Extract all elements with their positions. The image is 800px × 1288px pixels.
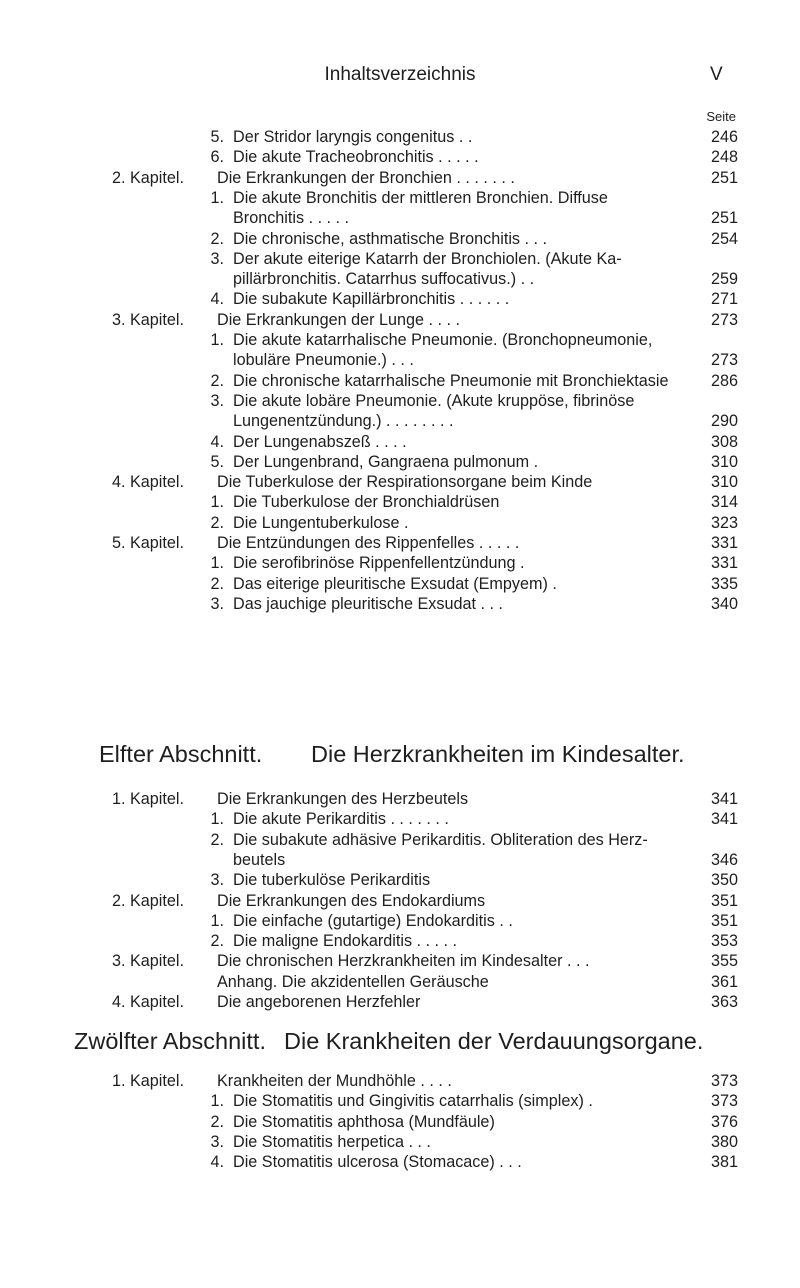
entry-number: 4. bbox=[210, 432, 224, 451]
entry-title: Die chronische katarrhalische Pneumonie mit Bronchiektasie bbox=[233, 371, 669, 390]
toc-entry bbox=[0, 208, 800, 228]
entry-number: 1. bbox=[210, 554, 224, 573]
toc-entry bbox=[0, 452, 800, 472]
entry-page: 373 bbox=[710, 1092, 738, 1111]
entry-title: Anhang. Die akzidentellen Geräusche bbox=[217, 972, 489, 991]
entry-number: 3. bbox=[210, 1132, 224, 1151]
entry-number: 6. bbox=[210, 148, 224, 167]
entry-page: 351 bbox=[710, 891, 738, 910]
entry-number: 2. bbox=[210, 229, 224, 248]
entry-page: 273 bbox=[710, 310, 738, 329]
entry-page: 353 bbox=[710, 932, 738, 951]
chapter-label: 2. Kapitel. bbox=[112, 168, 184, 187]
entry-title: Die angeborenen Herzfehler bbox=[217, 993, 421, 1011]
entry-number: 3. bbox=[210, 871, 224, 890]
entry-title: Der akute eiterige Katarrh der Bronchiolen. (Akute Ka- bbox=[233, 249, 622, 268]
entry-page: 286 bbox=[710, 371, 738, 390]
entry-title: Die Stomatitis aphthosa (Mundfäule) bbox=[233, 1112, 495, 1131]
entry-title: Die Stomatitis herpetica . . . bbox=[233, 1132, 431, 1151]
toc-entry bbox=[0, 391, 800, 411]
toc-entry bbox=[0, 147, 800, 167]
toc-entry bbox=[0, 188, 800, 208]
entry-number: 3. bbox=[210, 249, 224, 268]
entry-page: 251 bbox=[710, 209, 738, 228]
entry-page: 380 bbox=[710, 1132, 738, 1151]
entry-number: 2. bbox=[210, 574, 224, 593]
toc-entry bbox=[0, 931, 800, 951]
entry-page: 290 bbox=[710, 412, 738, 431]
entry-title: Krankheiten der Mundhöhle . . . . bbox=[217, 1072, 452, 1090]
toc-entry bbox=[0, 594, 800, 614]
chapter-label: 1. Kapitel. bbox=[112, 790, 184, 808]
entry-title: Die tuberkulöse Perikarditis bbox=[233, 871, 431, 890]
toc-entry bbox=[0, 1152, 800, 1172]
toc-entry bbox=[0, 513, 800, 533]
entry-title: Die chronische, asthmatische Bronchitis . . . bbox=[233, 229, 547, 248]
entry-title: Das jauchige pleuritische Exsudat . . . bbox=[233, 594, 503, 613]
toc-entry bbox=[0, 492, 800, 512]
entry-page: 310 bbox=[710, 473, 738, 492]
entry-page: 341 bbox=[710, 790, 738, 808]
toc-entry bbox=[0, 1112, 800, 1132]
entry-title: Die akute Bronchitis der mittleren Bronchien. Diffuse bbox=[233, 188, 608, 207]
entry-title: Die einfache (gutartige) Endokarditis . . bbox=[233, 911, 513, 930]
entry-number: 2. bbox=[210, 830, 224, 849]
entry-number: 2. bbox=[210, 371, 224, 390]
entry-title: Die akute katarrhalische Pneumonie. (Bronchopneumonie, bbox=[233, 331, 653, 349]
chapter-label: 5. Kapitel. bbox=[112, 534, 184, 552]
toc-entry bbox=[0, 229, 800, 249]
toc-entry bbox=[0, 911, 800, 931]
entry-page: 376 bbox=[710, 1112, 738, 1131]
entry-page: 361 bbox=[710, 972, 738, 991]
entry-title: Die subakute adhäsive Perikarditis. Obliteration des Herz- bbox=[233, 830, 648, 849]
toc-entry bbox=[0, 891, 800, 911]
entry-page: 331 bbox=[710, 534, 738, 552]
entry-title: Die subakute Kapillärbronchitis . . . . . . bbox=[233, 290, 510, 309]
entry-title: Der Lungenabszeß . . . . bbox=[233, 432, 407, 451]
entry-title: Die Erkrankungen der Lunge . . . . bbox=[217, 310, 460, 329]
toc-entry bbox=[0, 432, 800, 452]
chapter-label: 2. Kapitel. bbox=[112, 891, 184, 910]
entry-page: 273 bbox=[710, 351, 738, 370]
entry-page: 308 bbox=[710, 432, 738, 451]
entry-page: 246 bbox=[710, 128, 738, 146]
entry-page: 351 bbox=[710, 911, 738, 930]
entry-number: 1. bbox=[210, 493, 224, 512]
entry-number: 2. bbox=[210, 932, 224, 951]
entry-title: Die serofibrinöse Rippenfellentzündung . bbox=[233, 554, 525, 573]
entry-number: 1. bbox=[210, 1092, 224, 1111]
entry-page: 340 bbox=[710, 594, 738, 613]
entry-page: 373 bbox=[710, 1072, 738, 1090]
page-number: V bbox=[710, 64, 723, 85]
toc-entry bbox=[0, 350, 800, 370]
chapter-label: 3. Kapitel. bbox=[112, 952, 184, 971]
toc-entry bbox=[0, 972, 800, 992]
entry-number: 3. bbox=[210, 594, 224, 613]
section-label: Elfter Abschnitt. bbox=[99, 741, 263, 767]
toc-entry bbox=[0, 830, 800, 850]
entry-title: Die Erkrankungen der Bronchien . . . . . . . bbox=[217, 168, 515, 187]
toc-entry bbox=[0, 269, 800, 289]
entry-page: 248 bbox=[710, 148, 738, 167]
entry-title: Das eiterige pleuritische Exsudat (Empyem) . bbox=[233, 574, 557, 593]
entry-title: Bronchitis . . . . . bbox=[233, 209, 350, 228]
toc-entry bbox=[0, 330, 800, 350]
entry-title: Lungenentzündung.) . . . . . . . . bbox=[233, 412, 454, 431]
chapter-label: 1. Kapitel. bbox=[112, 1072, 184, 1090]
toc-entry bbox=[0, 574, 800, 594]
toc-entry bbox=[0, 411, 800, 431]
entry-title: beutels bbox=[233, 850, 286, 869]
entry-page: 259 bbox=[710, 270, 738, 289]
page-title: Inhaltsverzeichnis bbox=[324, 64, 476, 85]
entry-title: Die Erkrankungen des Herzbeutels bbox=[217, 790, 469, 808]
section-title: Die Krankheiten der Verdauungsorgane. bbox=[284, 1028, 704, 1054]
toc-entry bbox=[0, 127, 800, 147]
toc-entry bbox=[0, 1071, 800, 1091]
entry-title: Die akute Tracheobronchitis . . . . . bbox=[233, 148, 479, 167]
chapter-label: 4. Kapitel. bbox=[112, 993, 184, 1011]
entry-number: 1. bbox=[210, 188, 224, 207]
entry-page: 314 bbox=[710, 493, 738, 512]
entry-page: 346 bbox=[710, 850, 738, 869]
entry-page: 335 bbox=[710, 574, 738, 593]
toc-entry bbox=[0, 992, 800, 1012]
entry-title: Die akute Perikarditis . . . . . . . bbox=[233, 810, 449, 829]
section-heading-zwoelfter bbox=[0, 1024, 800, 1058]
entry-number: 1. bbox=[210, 331, 224, 349]
section-title: Die Herzkrankheiten im Kindesalter. bbox=[311, 741, 685, 767]
entry-title: Die akute lobäre Pneumonie. (Akute kruppöse, fibrinöse bbox=[233, 391, 635, 410]
page-header bbox=[0, 64, 800, 94]
entry-title: Die Erkrankungen des Endokardiums bbox=[217, 891, 486, 910]
toc-entry bbox=[0, 951, 800, 971]
entry-title: lobuläre Pneumonie.) . . . bbox=[233, 351, 414, 370]
toc-entry bbox=[0, 1132, 800, 1152]
toc-entry bbox=[0, 371, 800, 391]
entry-title: Die Tuberkulose der Respirationsorgane beim Kinde bbox=[217, 473, 593, 492]
chapter-label: 4. Kapitel. bbox=[112, 473, 184, 492]
entry-page: 254 bbox=[710, 229, 738, 248]
toc-entry bbox=[0, 472, 800, 492]
entry-number: 5. bbox=[210, 452, 224, 471]
entry-title: Die Stomatitis ulcerosa (Stomacace) . . . bbox=[233, 1153, 522, 1172]
toc-entry bbox=[0, 809, 800, 829]
entry-page: 323 bbox=[710, 513, 738, 532]
toc-entry bbox=[0, 289, 800, 309]
toc-entry bbox=[0, 1091, 800, 1111]
entry-page: 251 bbox=[710, 168, 738, 187]
entry-title: Die maligne Endokarditis . . . . . bbox=[233, 932, 458, 951]
entry-page: 381 bbox=[710, 1153, 738, 1172]
entry-title: Der Lungenbrand, Gangraena pulmonum . bbox=[233, 452, 539, 471]
toc-entry bbox=[0, 533, 800, 553]
toc-entry bbox=[0, 850, 800, 870]
entry-number: 3. bbox=[210, 391, 224, 410]
entry-page: 363 bbox=[710, 993, 738, 1011]
entry-number: 2. bbox=[210, 1112, 224, 1131]
entry-number: 2. bbox=[210, 513, 224, 532]
entry-title: Die Tuberkulose der Bronchialdrüsen bbox=[233, 493, 500, 512]
entry-title: Die chronischen Herzkrankheiten im Kindesalter . . . bbox=[217, 952, 590, 971]
entry-page: 310 bbox=[710, 452, 738, 471]
chapter-label: 3. Kapitel. bbox=[112, 310, 184, 329]
toc-entry bbox=[0, 553, 800, 573]
entry-title: Die Lungentuberkulose . bbox=[233, 513, 409, 532]
entry-title: Die Stomatitis und Gingivitis catarrhalis (simplex) . bbox=[233, 1092, 593, 1111]
entry-number: 4. bbox=[210, 1153, 224, 1172]
toc-entry bbox=[0, 249, 800, 269]
entry-number: 5. bbox=[210, 128, 224, 146]
entry-page: 355 bbox=[710, 952, 738, 971]
entry-title: pillärbronchitis. Catarrhus suffocativus.) . . bbox=[233, 270, 535, 289]
entry-number: 4. bbox=[210, 290, 224, 309]
entry-page: 271 bbox=[710, 290, 738, 309]
toc-entry bbox=[0, 168, 800, 188]
entry-title: Die Entzündungen des Rippenfelles . . . . . bbox=[217, 534, 520, 552]
section-heading-elfter bbox=[0, 737, 800, 771]
toc-entry bbox=[0, 310, 800, 330]
section-label: Zwölfter Abschnitt. bbox=[74, 1028, 266, 1054]
entry-page: 331 bbox=[710, 554, 738, 573]
entry-number: 1. bbox=[210, 911, 224, 930]
seite-column-label: Seite bbox=[706, 109, 736, 124]
toc-entry bbox=[0, 789, 800, 809]
toc-entry bbox=[0, 870, 800, 890]
entry-number: 1. bbox=[210, 810, 224, 829]
entry-title: Der Stridor laryngis congenitus . . bbox=[233, 128, 473, 146]
entry-page: 350 bbox=[710, 871, 738, 890]
entry-page: 341 bbox=[710, 810, 738, 829]
